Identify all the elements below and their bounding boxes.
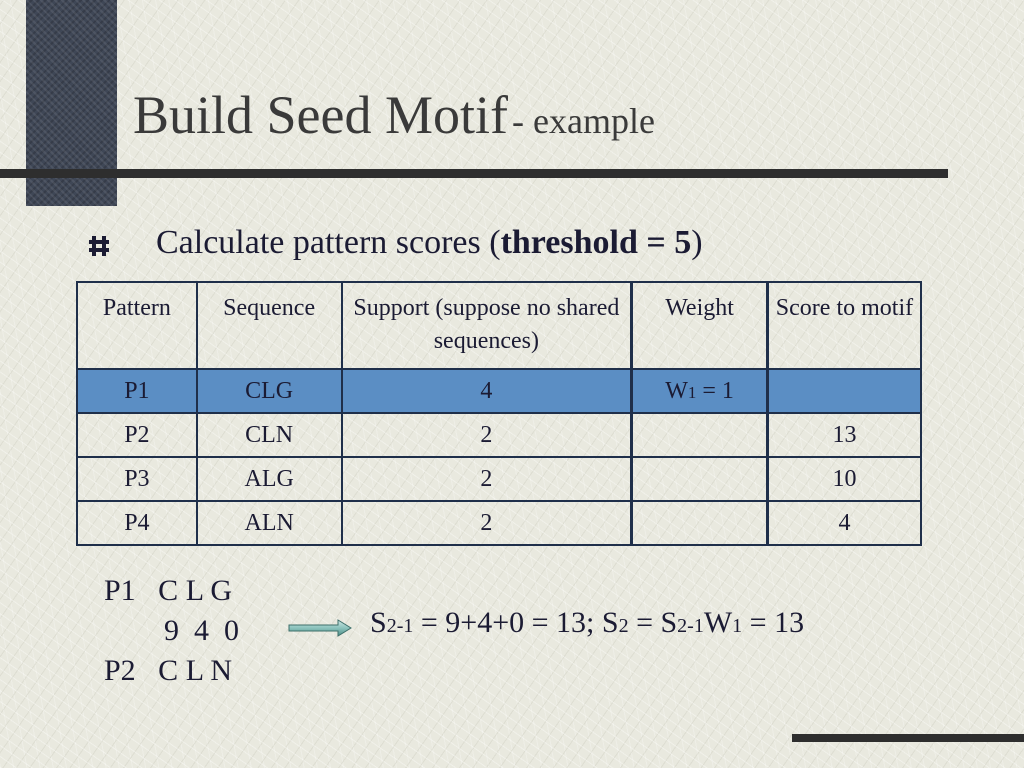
table-header-row bbox=[77, 282, 921, 369]
header-sequence: Sequence bbox=[197, 282, 342, 369]
cell-pattern: P1 bbox=[77, 369, 197, 413]
header-support: Support (suppose no shared sequences) bbox=[342, 282, 632, 369]
cell-pattern: P2 bbox=[77, 413, 197, 457]
bullet-hash-icon bbox=[88, 235, 110, 257]
cell-weight bbox=[632, 457, 768, 501]
cell-score: 10 bbox=[767, 457, 921, 501]
bullet-threshold: threshold = 5 bbox=[500, 224, 692, 261]
cell-pattern: P3 bbox=[77, 457, 197, 501]
header-pattern: Pattern bbox=[77, 282, 197, 369]
cell-score bbox=[767, 369, 921, 413]
cell-sequence: CLG bbox=[197, 369, 342, 413]
bullet-text-before: Calculate pattern scores ( bbox=[156, 224, 501, 261]
bullet-text bbox=[156, 224, 703, 262]
right-arrow-icon bbox=[288, 619, 352, 637]
title-sub: - example bbox=[512, 101, 655, 141]
cell-weight bbox=[632, 501, 768, 545]
calc-line-scores: 9 4 0 bbox=[164, 614, 239, 647]
pattern-score-table bbox=[76, 281, 922, 546]
title-main: Build Seed Motif bbox=[133, 85, 508, 145]
formula-sub: 2-1 bbox=[386, 615, 414, 637]
cell-score: 13 bbox=[767, 413, 921, 457]
weight-subscript: 1 bbox=[687, 382, 697, 402]
table-row bbox=[77, 457, 921, 501]
bullet-text-after: ) bbox=[691, 224, 703, 261]
cell-support: 4 bbox=[342, 369, 632, 413]
formula-part: = S bbox=[628, 606, 678, 639]
title-rule bbox=[0, 169, 948, 178]
calc-line-p2: P2 C L N bbox=[104, 654, 233, 687]
score-formula bbox=[370, 606, 804, 640]
cell-sequence: ALN bbox=[197, 501, 342, 545]
table-row bbox=[77, 501, 921, 545]
cell-weight bbox=[632, 369, 768, 413]
slide-title bbox=[133, 84, 655, 146]
cell-pattern: P4 bbox=[77, 501, 197, 545]
cell-support: 2 bbox=[342, 501, 632, 545]
header-weight: Weight bbox=[632, 282, 768, 369]
formula-sub: 1 bbox=[732, 615, 743, 637]
formula-part: = 9+4+0 = 13; S bbox=[413, 606, 619, 639]
cell-support: 2 bbox=[342, 413, 632, 457]
formula-sub: 2-1 bbox=[677, 615, 704, 637]
table-row bbox=[77, 413, 921, 457]
header-score: Score to motif bbox=[767, 282, 921, 369]
formula-w: W bbox=[703, 606, 733, 639]
weight-value: = 1 bbox=[696, 377, 734, 404]
table-row bbox=[77, 369, 921, 413]
cell-sequence: CLN bbox=[197, 413, 342, 457]
calc-line-p1: P1 C L G bbox=[104, 574, 233, 607]
cell-sequence: ALG bbox=[197, 457, 342, 501]
formula-part: = 13 bbox=[742, 606, 805, 639]
footer-rule bbox=[792, 734, 1024, 742]
formula-s: S bbox=[370, 606, 387, 639]
cell-score: 4 bbox=[767, 501, 921, 545]
formula-sub: 2 bbox=[618, 615, 629, 637]
cell-support: 2 bbox=[342, 457, 632, 501]
weight-w: W bbox=[665, 377, 688, 404]
cell-weight bbox=[632, 413, 768, 457]
